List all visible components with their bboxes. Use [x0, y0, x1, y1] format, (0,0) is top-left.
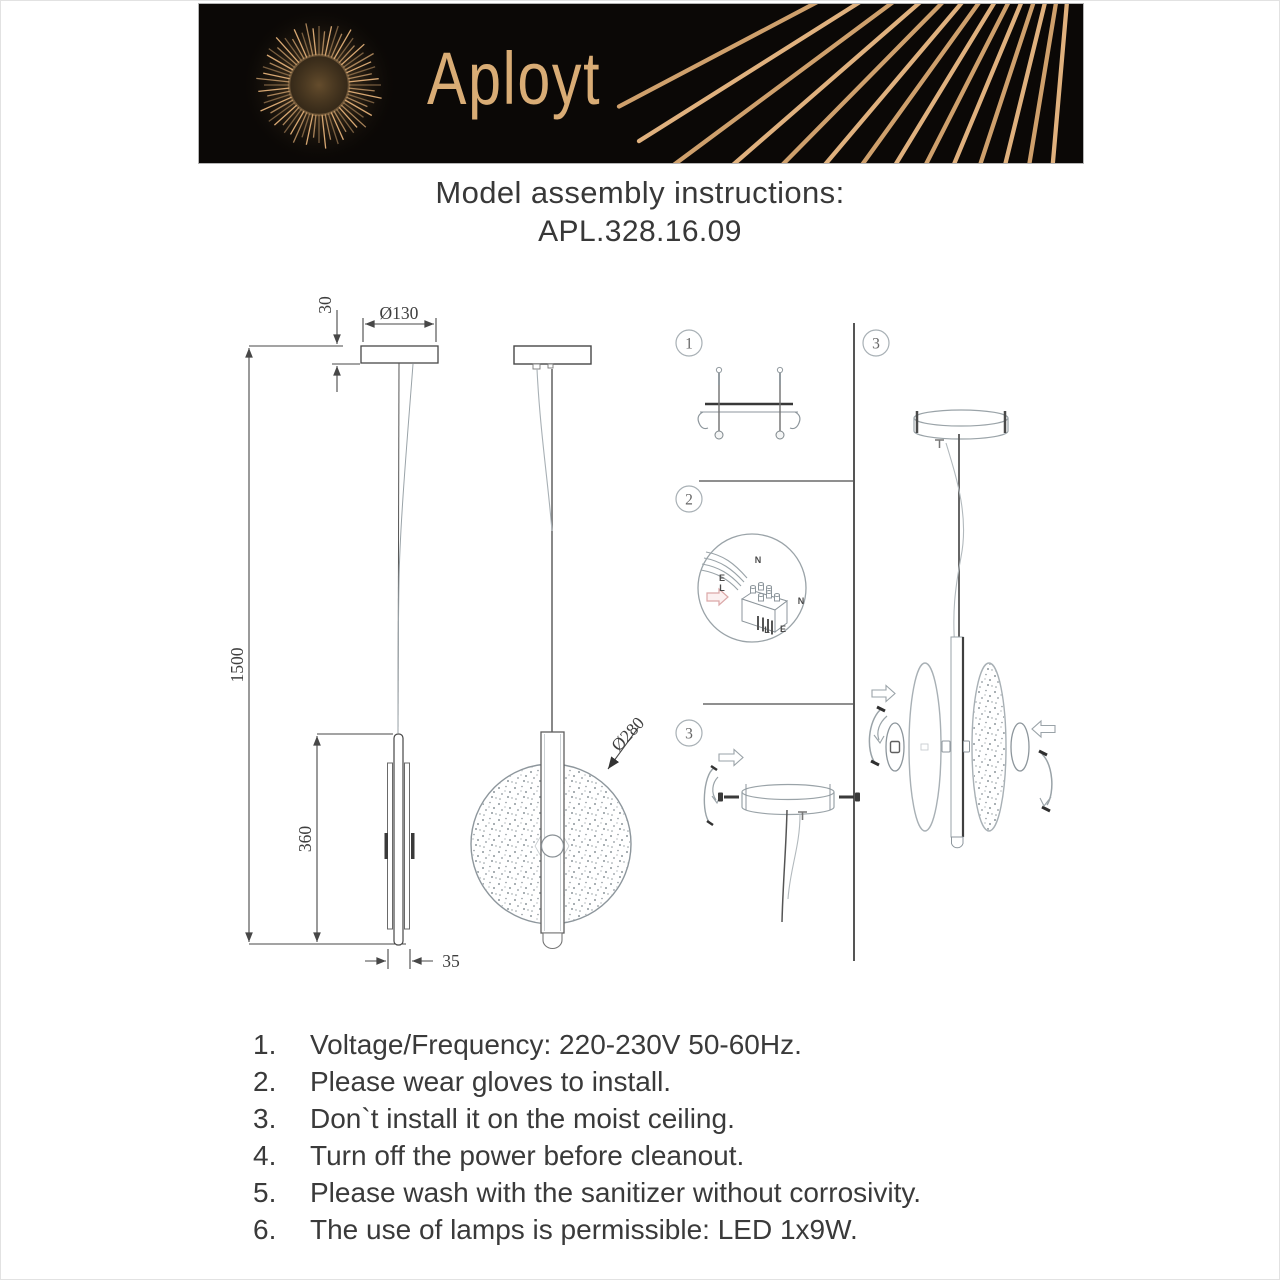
- list-item-text: Turn off the power before cleanout.: [310, 1140, 745, 1171]
- instruction-list: [253, 1026, 921, 1248]
- model-number: APL.328.16.09: [538, 215, 742, 248]
- step3-canopy-diagram: [704, 750, 860, 923]
- list-item: [253, 1100, 921, 1137]
- list-item-text: Don`t install it on the moist ceiling.: [310, 1103, 735, 1134]
- step-badges: [676, 330, 889, 746]
- page-title: Model assembly instructions:: [435, 175, 845, 210]
- banner-art: [199, 4, 1083, 163]
- wire-label-l-left: L: [719, 583, 725, 593]
- list-item-number: 6.: [253, 1214, 277, 1245]
- list-item-number: 3.: [253, 1103, 277, 1134]
- assemble-arrow-right-icon: [1032, 721, 1055, 737]
- list-item: [253, 1063, 921, 1100]
- banner-rays-decoration: [619, 4, 1077, 163]
- dim-suspension-height: 1500: [227, 647, 247, 683]
- front-view-drawing: [471, 346, 638, 949]
- step3-exploded-diagram: [869, 410, 1055, 848]
- list-item-text: Please wash with the sanitizer without corrosivity.: [310, 1177, 922, 1208]
- wire-label-n-top: N: [754, 555, 762, 565]
- list-item-number: 1.: [253, 1029, 277, 1060]
- dim-canopy-offset: 30: [315, 296, 335, 314]
- dim-body-thickness: 35: [442, 951, 460, 971]
- assemble-arrow-left-icon: [872, 686, 895, 702]
- list-item-number: 4.: [253, 1140, 277, 1171]
- wire-label-e-left: E: [718, 573, 726, 583]
- dim-disc-diameter: Ø280: [607, 712, 649, 755]
- title-block: [1, 175, 1279, 249]
- push-arrow-icon: [719, 750, 743, 766]
- list-item: [253, 1137, 921, 1174]
- wire-label-n-right: N: [797, 596, 805, 606]
- wire-label-l-bottom: L: [764, 625, 770, 635]
- panel-dividers: [699, 323, 854, 961]
- step-1-badge: 1: [685, 335, 693, 353]
- list-item-number: 2.: [253, 1066, 277, 1097]
- step-2-badge: 2: [685, 491, 693, 509]
- brand-wordmark: Aployt: [427, 37, 602, 120]
- dim-canopy-diameter: Ø130: [379, 303, 419, 323]
- step-3-right-badge: 3: [872, 335, 880, 353]
- list-item-number: 5.: [253, 1177, 277, 1208]
- wire-label-e-bottom: E: [779, 624, 787, 634]
- dim-body-height: 360: [295, 825, 315, 853]
- step2-wiring-diagram: [698, 534, 806, 642]
- list-item-text: The use of lamps is permissible: LED 1x9W.: [310, 1214, 858, 1245]
- technical-drawing: [211, 273, 1111, 983]
- brand-banner: [198, 3, 1084, 164]
- list-item: [253, 1174, 921, 1211]
- step1-bracket-diagram: [698, 367, 800, 439]
- list-item: [253, 1026, 921, 1063]
- step-3-badge: 3: [685, 725, 693, 743]
- side-view-drawing: [249, 310, 438, 969]
- list-item-text: Please wear gloves to install.: [310, 1066, 672, 1097]
- list-item: [253, 1211, 921, 1248]
- list-item-text: Voltage/Frequency: 220-230V 50-60Hz.: [310, 1029, 802, 1060]
